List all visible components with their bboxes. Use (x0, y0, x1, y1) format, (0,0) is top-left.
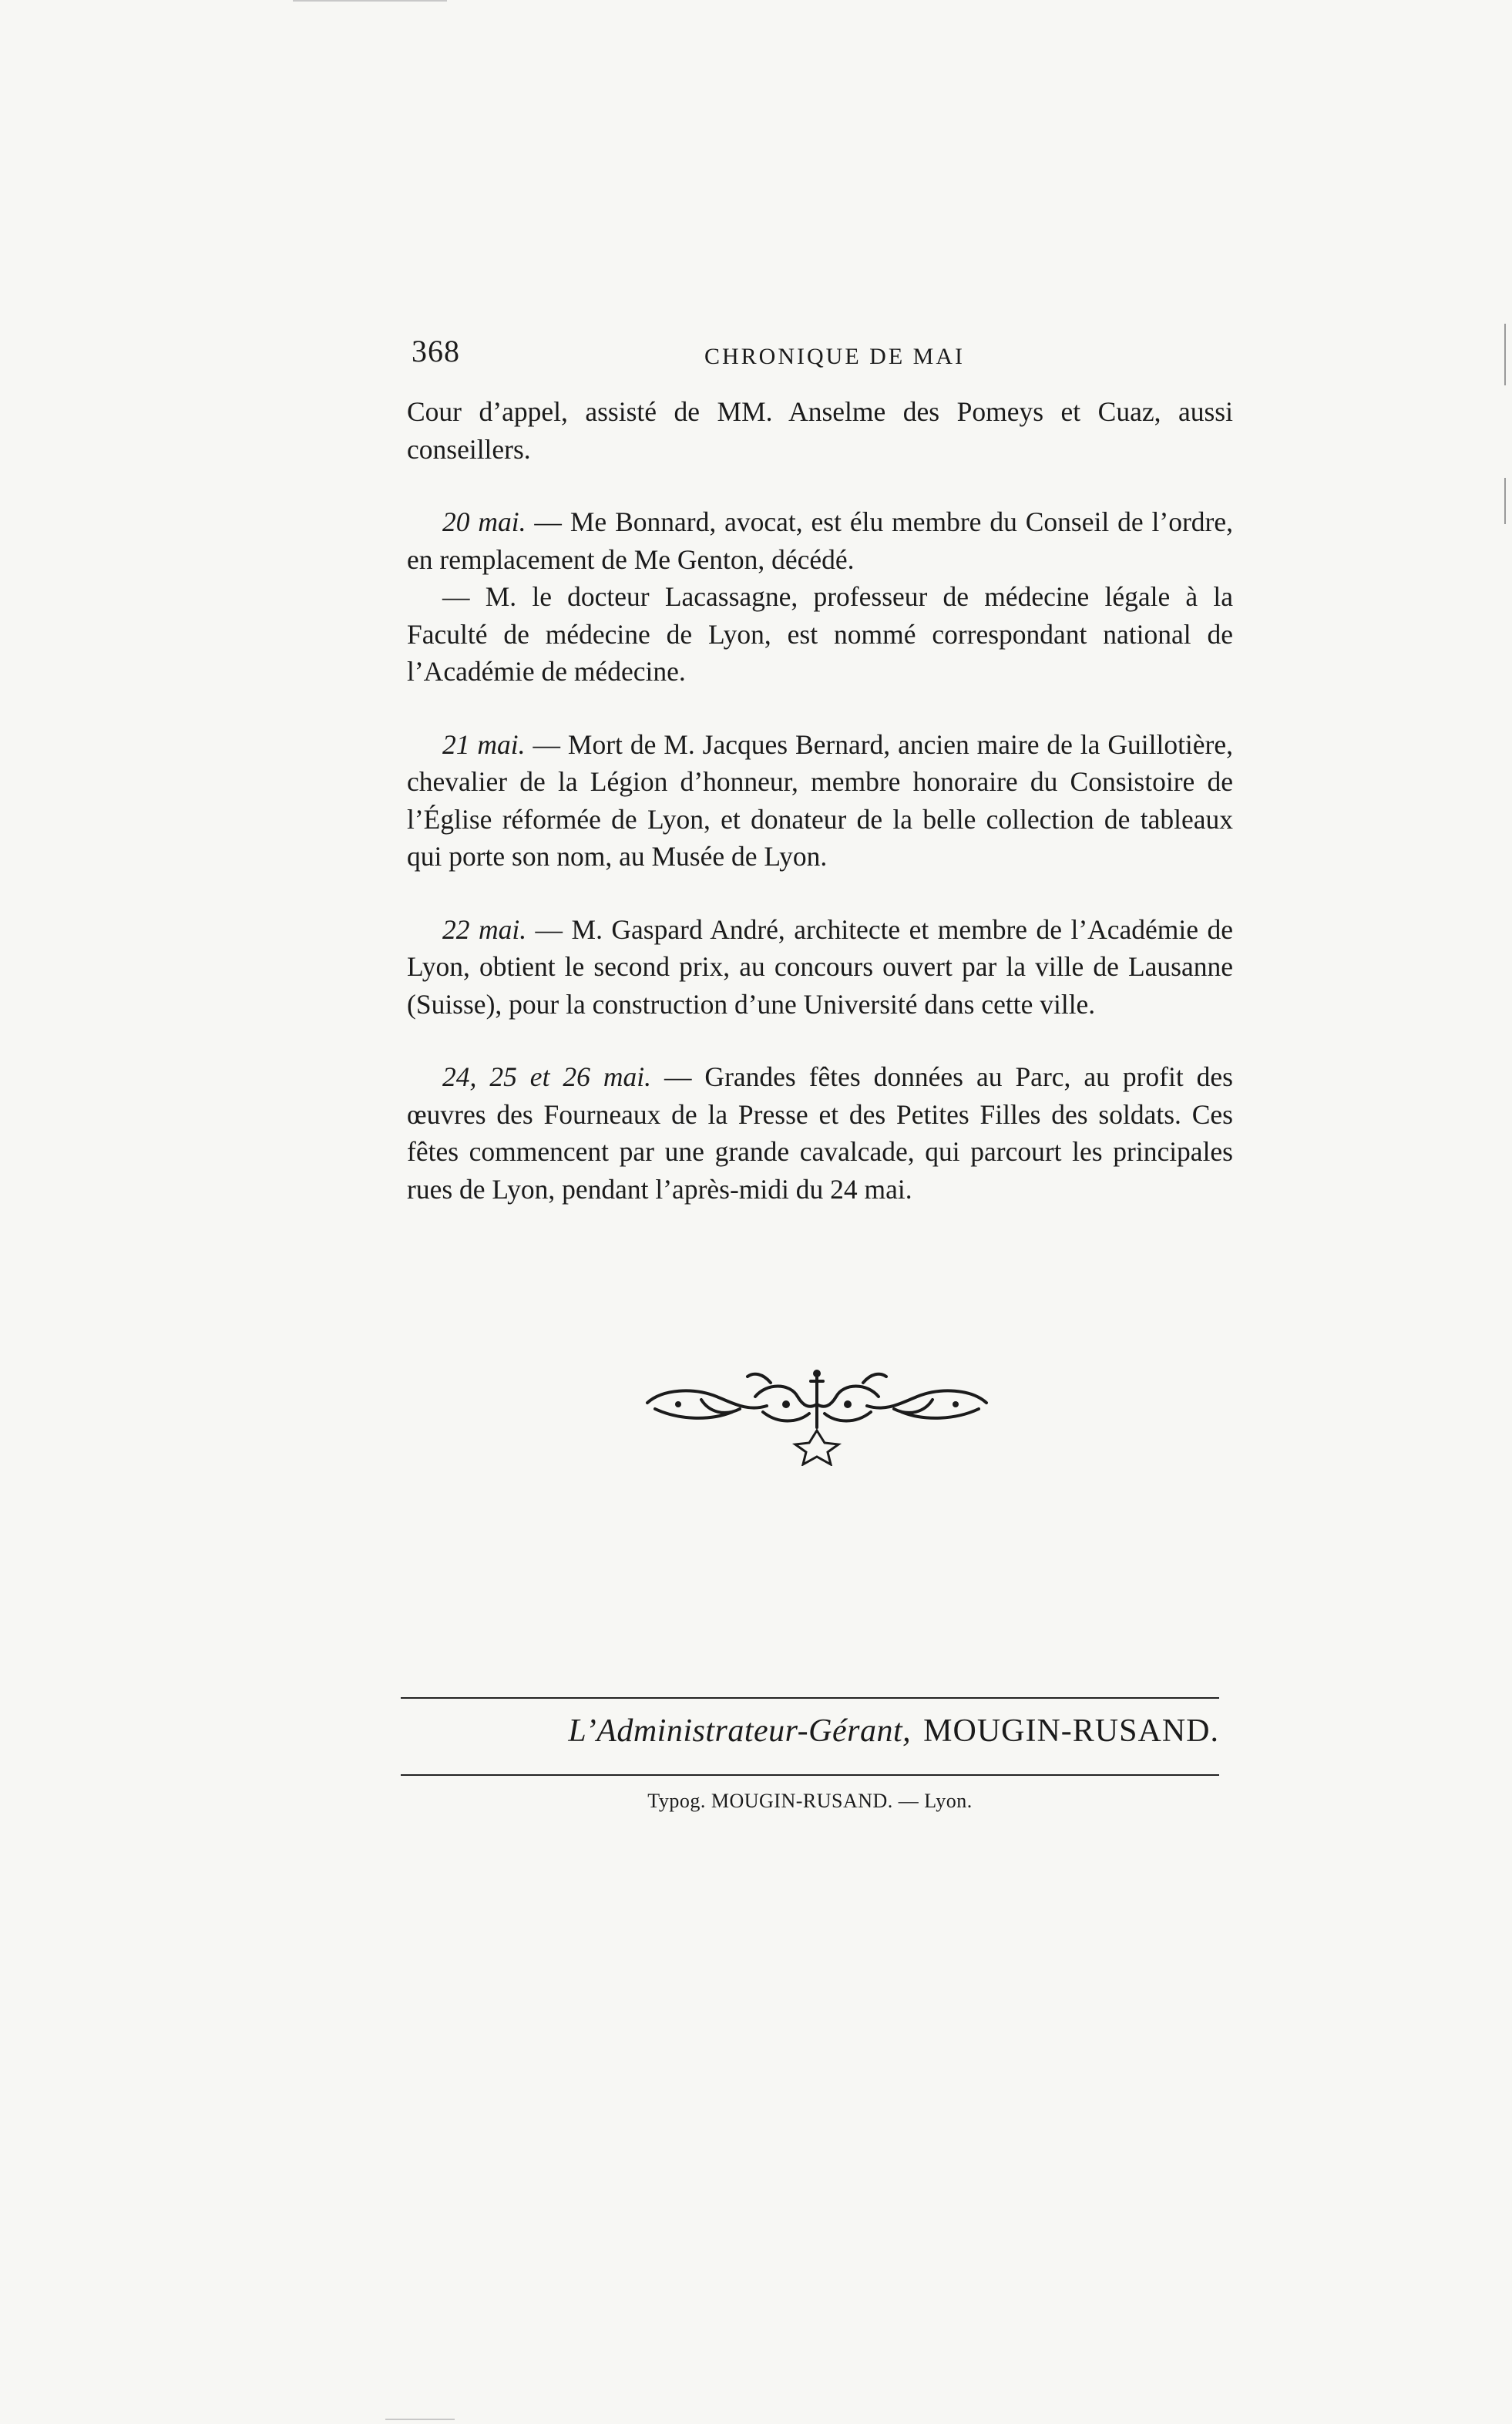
entry-22-mai (407, 911, 1233, 1024)
scan-edge-right (1504, 324, 1506, 385)
entry-date: 24, 25 et 26 mai. (442, 1061, 651, 1092)
footer-rule-bottom (401, 1774, 1219, 1776)
footer-rule-top (401, 1697, 1219, 1699)
entry-24-26-mai (407, 1058, 1233, 1208)
entry-text: — Grandes fêtes données au Parc, au profit des œuvres des Fourneaux de la Presse et des Petites Filles des soldats. Ces fêtes commencent par une grande cavalcade, qui parcourt les principales rues de Lyon, pendant l’après-midi du 24 mai. (407, 1061, 1233, 1205)
signature-name: MOUGIN-RUSAND. (923, 1713, 1219, 1749)
paragraph-text: Cour d’appel, assisté de MM. Anselme des Pomeys et Cuaz, aussi conseillers. (407, 396, 1233, 465)
running-head: CHRONIQUE DE MAI (704, 344, 965, 369)
signature-line (401, 1713, 1219, 1750)
floral-vignette-icon (632, 1366, 1002, 1466)
entry-20-mai (407, 503, 1233, 578)
page-header (412, 333, 1228, 379)
entry-date: 20 mai. (442, 506, 526, 537)
scan-edge-top (293, 0, 447, 2)
entry-text: — M. le docteur Lacassagne, professeur de médecine légale à la Faculté de médecine de Lyon, est nommé correspondant national de l’Académie de médecine. (407, 581, 1233, 687)
entry-date: 22 mai. (442, 913, 527, 945)
scan-edge-right-lower (1504, 478, 1506, 524)
signature-role: L’Administrateur-Gérant, (568, 1713, 912, 1749)
chronicle-body (407, 393, 1233, 1208)
entry-text: — Mort de M. Jacques Bernard, ancien maire de la Guillotière, chevalier de la Légion d’honneur, membre honoraire du Consistoire de l’Église réformée de Lyon, et donateur de la belle collection de tableaux qui porte son nom, au Musée de Lyon. (407, 728, 1234, 872)
entry-21-mai (407, 726, 1233, 876)
entry-text: — M. Gaspard André, architecte et membre de l’Académie de Lyon, obtient le second prix, au concours ouvert par la ville de Lausanne (Suisse), pour la construction d’une Université dans cette ville. (407, 913, 1234, 1020)
scan-edge-bottom (385, 2419, 455, 2420)
printer-imprint: Typog. MOUGIN-RUSAND. — Lyon. (647, 1790, 973, 1812)
entry-date: 21 mai. (442, 728, 526, 760)
entry-20-mai-second (407, 578, 1233, 691)
entry-text: — Me Bonnard, avocat, est élu membre du Conseil de l’ordre, en remplacement de Me Genton, décédé. (407, 506, 1233, 575)
page-number: 368 (412, 334, 460, 368)
paragraph-continuation (407, 393, 1233, 468)
